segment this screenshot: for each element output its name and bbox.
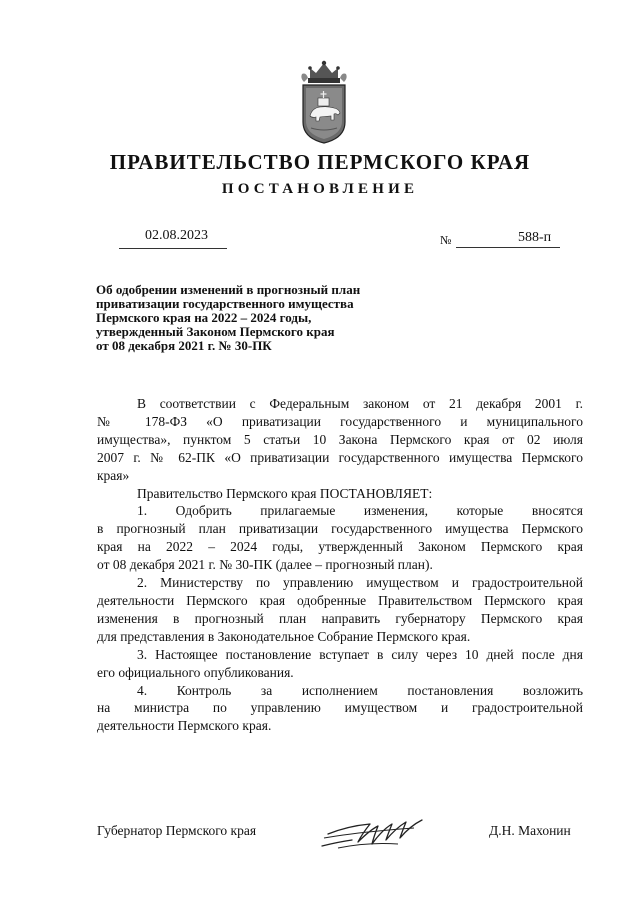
document-type: ПОСТАНОВЛЕНИЕ (221, 181, 419, 197)
document-date: 02.08.2023 (145, 228, 208, 243)
text-line: его официального опубликования. (97, 664, 294, 680)
handwritten-signature-icon (318, 812, 428, 852)
text-line: от 08 декабря 2021 г. № 30-ПК (далее – прогнозный план). (97, 557, 433, 573)
preamble-paragraph (97, 395, 583, 485)
text-line: В соответствии с Федеральным законом от 21 декабря 2001 г. (137, 396, 583, 411)
text-line: 4. Контроль за исполнением постановления возложить (137, 682, 583, 698)
resolves-line: Правительство Пермского края ПОСТАНОВЛЯЕТ: (137, 485, 433, 501)
document-number-field (440, 230, 560, 250)
text-line: № 178-ФЗ «О приватизации государственного и муниципального (97, 413, 583, 429)
subject-line: утвержденный Законом Пермского края (96, 324, 335, 339)
signer-role: Губернатор Пермского края (97, 823, 257, 838)
text-line: имущества», пунктом 5 статьи 10 Закона Пермского края от 02 июля (97, 431, 583, 447)
government-title: ПРАВИТЕЛЬСТВО ПЕРМСКОГО КРАЯ (109, 150, 531, 174)
number-underline (456, 230, 560, 248)
text-line: деятельности Пермского края одобренные Правительством Пермского края (97, 592, 583, 608)
document-number: 588-п (518, 230, 552, 245)
clause-1 (97, 502, 583, 574)
document-subject (96, 283, 416, 353)
text-line: в прогнозный план приватизации государственного имущества Пермского (97, 521, 583, 537)
text-line: 1. Одобрить прилагаемые изменения, которые вносятся (137, 503, 583, 519)
document-date-field (119, 228, 227, 249)
text-line: деятельности Пермского края. (97, 718, 272, 734)
signer-name: Д.Н. Махонин (489, 823, 571, 838)
text-line: края на 2022 – 2024 годы, утвержденный Законом Пермского края (97, 539, 583, 555)
text-line: 3. Настоящее постановление вступает в силу через 10 дней после дня (137, 646, 583, 662)
subject-line: Об одобрении изменений в прогнозный план (96, 282, 361, 297)
text-line: 2007 г. № 62-ПК «О приватизации государственного имущества Пермского (97, 449, 583, 465)
number-sign: № (440, 233, 452, 247)
subject-line: от 08 декабря 2021 г. № 30-ПК (96, 338, 272, 353)
text-line: 2. Министерству по управлению имуществом и градостроительной (137, 575, 583, 591)
clause-3 (97, 646, 583, 682)
text-line: на министра по управлению имуществом и градостроительной (97, 700, 583, 716)
text-line: для представления в Законодательное Собрание Пермского края. (97, 628, 471, 644)
perm-krai-coat-of-arms-icon (296, 60, 352, 144)
text-line: изменения в прогнозный план направить губернатору Пермского края (97, 610, 583, 626)
clause-4 (97, 682, 583, 736)
text-line: края» (97, 467, 130, 483)
subject-line: приватизации государственного имущества (96, 296, 354, 311)
document-body (97, 395, 583, 735)
subject-line: Пермского края на 2022 – 2024 годы, (96, 310, 312, 325)
clause-2 (97, 574, 583, 646)
